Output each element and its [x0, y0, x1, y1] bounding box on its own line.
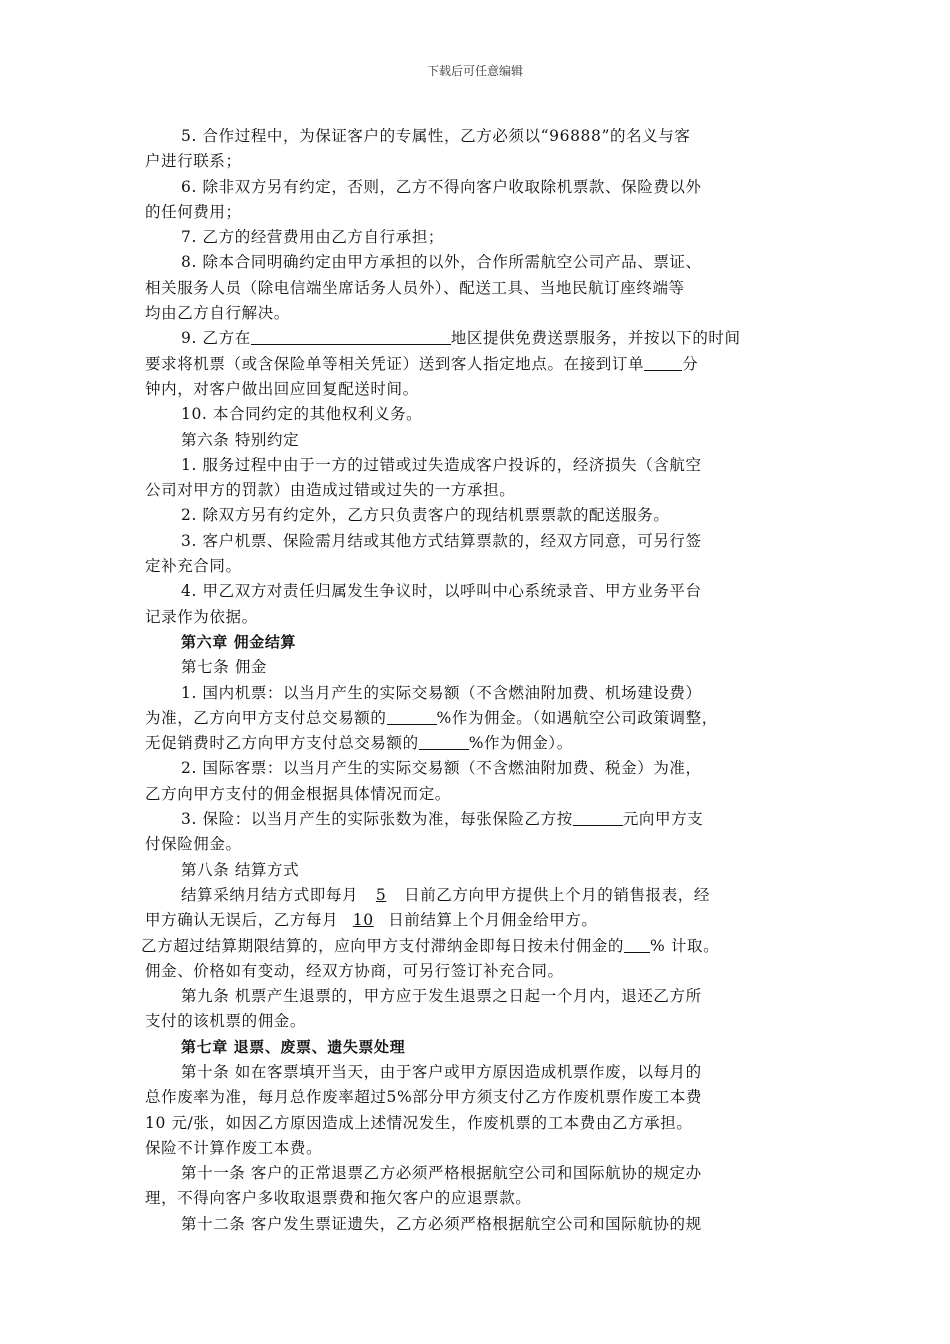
text-line: 6. 除非双方另有约定，否则，乙方不得向客户收取除机票款、保险费以外	[181, 177, 702, 196]
article-heading: 第八条 结算方式	[181, 860, 300, 879]
text-line: 记录作为依据。	[145, 607, 258, 626]
blank-field-rate	[624, 936, 650, 953]
text-segment: 日前乙方向甲方提供上个月的销售报表，经	[404, 885, 711, 904]
text-line: 均由乙方自行解决。	[145, 304, 290, 323]
page-header: 下载后可任意编辑	[426, 64, 523, 78]
chapter-heading: 第六章 佣金结算	[181, 632, 297, 651]
text-line: 付保险佣金。	[145, 835, 242, 854]
text-line: 8. 除本合同明确约定由甲方承担的以外，合作所需航空公司产品、票证、	[181, 253, 702, 272]
text-line: 相关服务人员（除电信端坐席话务人员外）、配送工具、当地民航订座终端等	[145, 278, 685, 297]
text-line: 佣金、价格如有变动，经双方协商，可另行签订补充合同。	[145, 961, 564, 980]
text-segment: 要求将机票（或含保险单等相关凭证）送到客人指定地点。在接到订单	[145, 354, 645, 373]
text-line: 3. 客户机票、保险需月结或其他方式结算票款的，经双方同意，可另行签	[181, 531, 702, 550]
article-heading: 第六条 特别约定	[181, 430, 300, 449]
text-line: 钟内，对客户做出回应回复配送时间。	[145, 379, 419, 398]
text-line: 公司对甲方的罚款）由造成过错或过失的一方承担。	[145, 481, 516, 500]
text-line: 第十条 如在客票填开当天，由于客户或甲方原因造成机票作废，以每月的	[181, 1062, 702, 1081]
blank-field-rate	[419, 733, 469, 750]
text-line: 7. 乙方的经营费用由乙方自行承担；	[181, 228, 445, 247]
text-line: 的任何费用；	[145, 202, 242, 221]
text-segment: 乙方超过结算期限结算的，应向甲方支付滞纳金即每日按未付佣金的	[141, 936, 625, 955]
text-line: 保险不计算作废工本费。	[145, 1138, 323, 1157]
text-line	[145, 731, 813, 756]
article-heading: 第七条 佣金	[181, 658, 268, 677]
text-segment: 日前结算上个月佣金给甲方。	[388, 911, 598, 930]
chapter-heading: 第七章 退票、废票、遗失票处理	[181, 1037, 406, 1056]
text-line: 总作废率为准，每月总作废率超过5%部分甲方须支付乙方作废机票作废工本费	[145, 1088, 703, 1107]
text-line: 5. 合作过程中，为保证客户的专属性，乙方必须以“96888”的名义与客	[181, 127, 691, 145]
text-segment: 无促销费时乙方向甲方支付总交易额的	[145, 734, 419, 753]
text-line	[141, 934, 813, 959]
text-line: 第十二条 客户发生票证遗失，乙方必须严格根据航空公司和国际航协的规	[181, 1214, 702, 1233]
filled-day: 10	[352, 911, 374, 930]
text-line: 1. 国内机票：以当月产生的实际交易额（不含燃油附加费、机场建设费）	[181, 683, 702, 702]
text-segment: 分	[682, 354, 699, 373]
text-line: 4. 甲乙双方对责任归属发生争议时，以呼叫中心系统录音、甲方业务平台	[181, 582, 702, 601]
text-segment: %作为佣金。（如遇航空公司政策调整，	[436, 708, 718, 727]
text-line	[145, 706, 813, 731]
text-line	[145, 883, 813, 908]
text-segment: 9. 乙方在	[181, 329, 251, 348]
text-line: 1. 服务过程中由于一方的过错或过失造成客户投诉的，经济损失（含航空	[181, 455, 702, 474]
blank-field-region	[251, 328, 451, 345]
blank-field-amount	[573, 809, 623, 826]
text-line	[145, 908, 813, 933]
text-segment: 为准，乙方向甲方支付总交易额的	[145, 708, 387, 727]
text-segment: 3. 保险：以当月产生的实际张数为准，每张保险乙方按	[181, 810, 573, 829]
text-line: 2. 国际客票：以当月产生的实际交易额（不含燃油附加费、税金）为准，	[181, 759, 702, 778]
text-segment: %作为佣金）。	[468, 734, 573, 753]
text-line: 理，不得向客户多收取退票费和拖欠客户的应退票款。	[145, 1189, 532, 1208]
text-segment: 元向甲方支	[622, 810, 704, 829]
contract-body	[141, 124, 813, 1237]
text-line	[145, 352, 813, 377]
text-line: 户进行联系；	[145, 152, 242, 171]
text-line	[145, 326, 813, 351]
text-line: 支付的该机票的佣金。	[145, 1012, 307, 1031]
blank-field-minutes	[644, 354, 682, 371]
filled-day: 5	[375, 885, 387, 904]
text-line: 2. 除双方另有约定外，乙方只负责客户的现结机票票款的配送服务。	[181, 506, 670, 525]
text-line	[145, 807, 813, 832]
text-line: 10. 本合同约定的其他权利义务。	[181, 405, 423, 424]
text-segment: 地区提供免费送票服务，并按以下的时间	[450, 329, 741, 348]
text-line: 第十一条 客户的正常退票乙方必须严格根据航空公司和国际航协的规定办	[181, 1164, 702, 1183]
text-line: 10 元/张，如因乙方原因造成上述情况发生，作废机票的工本费由乙方承担。	[145, 1113, 693, 1132]
text-segment: 甲方确认无误后，乙方每月	[145, 911, 339, 930]
text-line: 乙方向甲方支付的佣金根据具体情况而定。	[145, 784, 451, 803]
blank-field-rate	[387, 708, 437, 725]
text-segment: 结算采纳月结方式即每月	[181, 885, 359, 904]
text-segment: % 计取。	[650, 936, 720, 955]
text-line: 定补充合同。	[145, 557, 242, 576]
text-line: 第九条 机票产生退票的，甲方应于发生退票之日起一个月内，退还乙方所	[181, 987, 702, 1006]
